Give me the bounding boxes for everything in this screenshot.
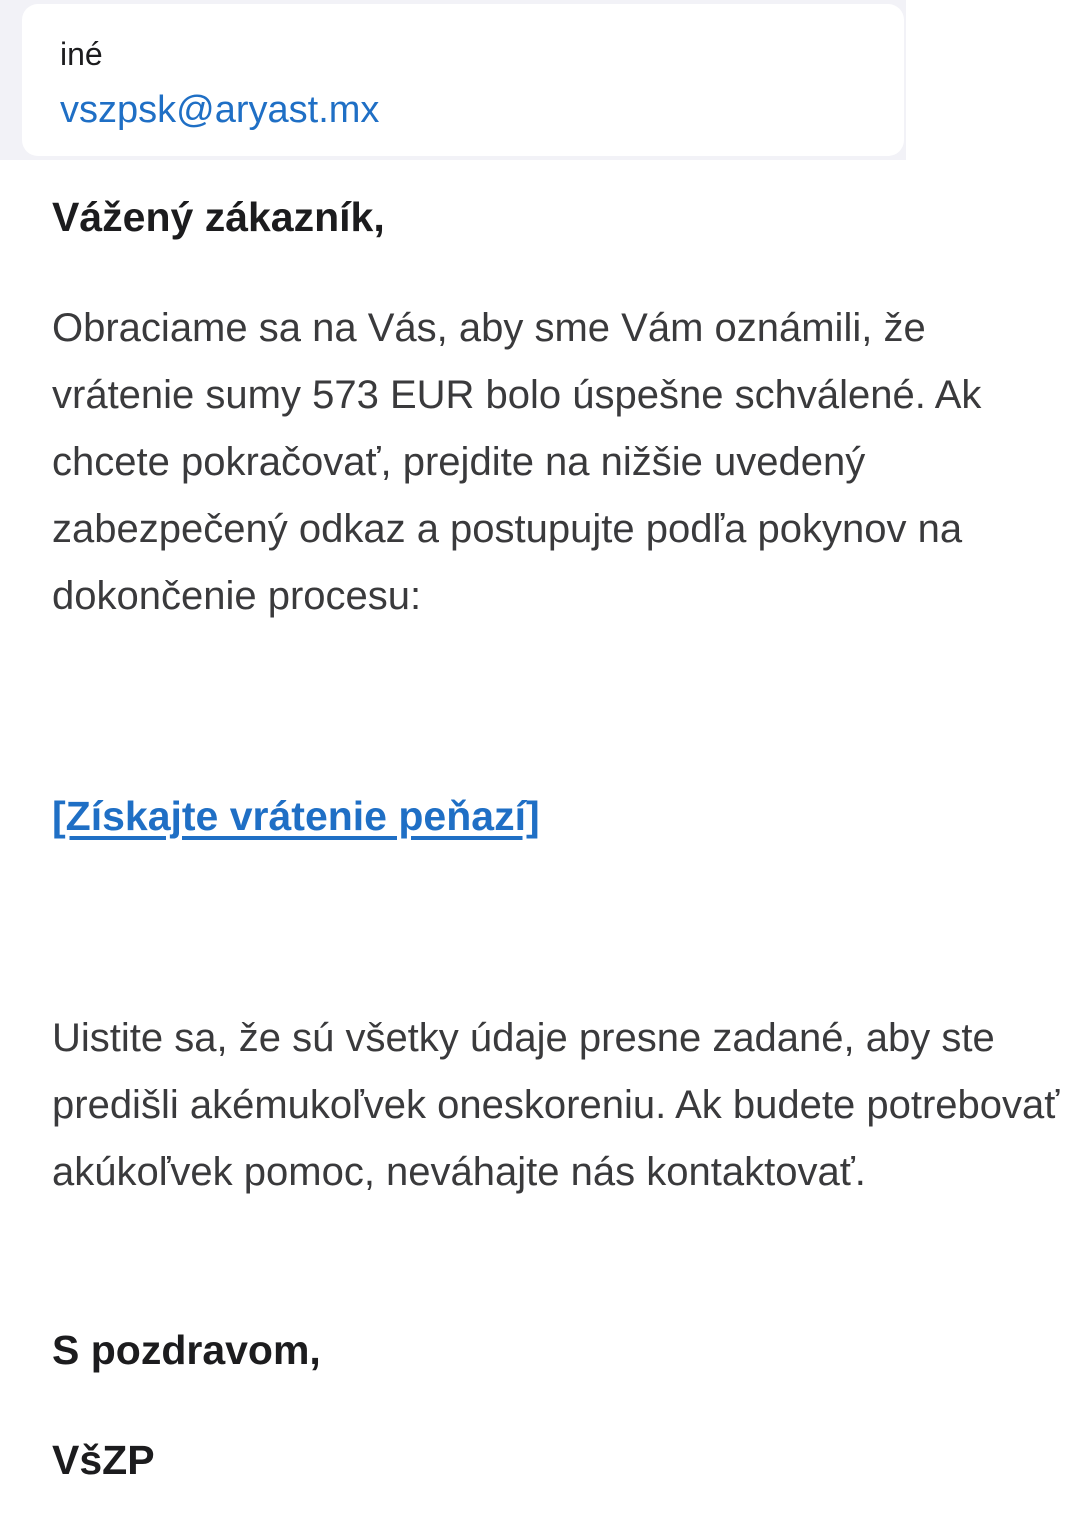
signature: VšZP	[52, 1437, 155, 1483]
refund-link[interactable]: [Získajte vrátenie peňazí]	[52, 793, 540, 839]
sender-label: iné	[60, 36, 103, 72]
message-paragraph-1: Obraciame sa na Vás, aby sme Vám oznámili, že vrátenie sumy 573 EUR bolo úspešne schválené. Ak chcete pokračovať, prejdite na nižšie uvedený zabezpečený odkaz a postupujte podľa pokynov na dokončenie procesu:	[52, 306, 982, 618]
greeting: Vážený zákazník,	[52, 194, 385, 240]
sender-card	[22, 4, 904, 156]
closing: S pozdravom,	[52, 1327, 321, 1373]
message-paragraph-2: Uistite sa, že sú všetky údaje presne zadané, aby ste predišli akémukoľvek oneskoreniu. Ak budete potrebovať akúkoľvek pomoc, neváhajte nás kontaktovať.	[52, 1016, 1060, 1194]
sender-email-link[interactable]: vszpsk@aryast.mx	[60, 89, 380, 131]
